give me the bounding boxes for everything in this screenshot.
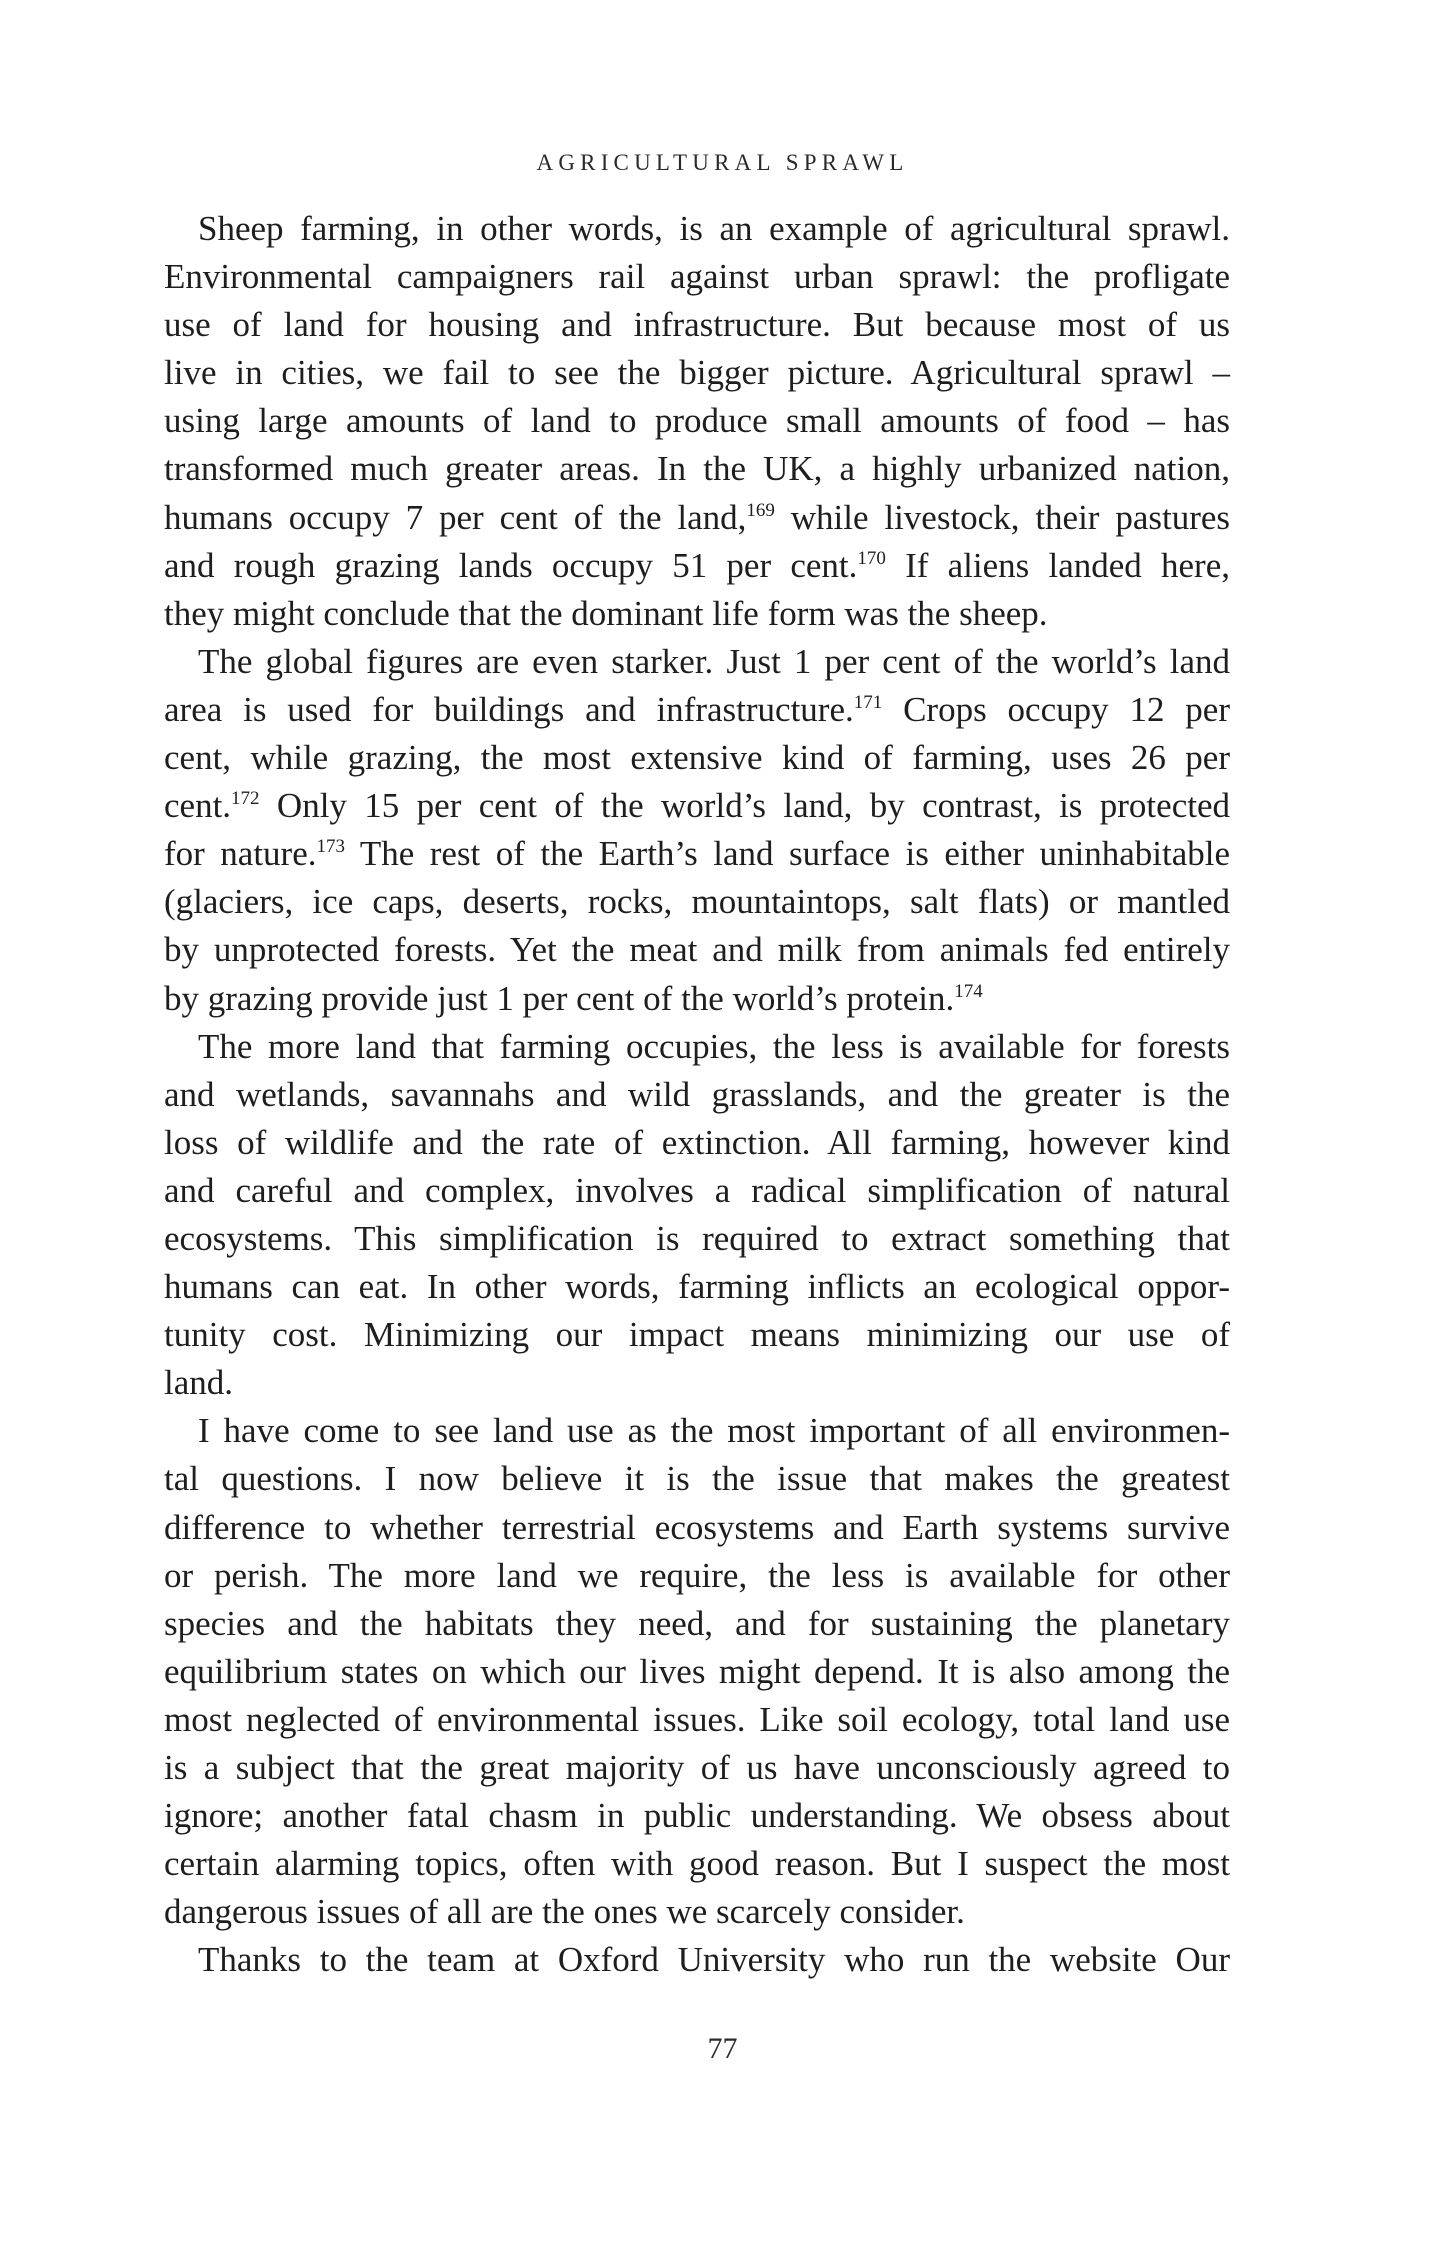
text-line bbox=[164, 1600, 1230, 1648]
text-line bbox=[164, 349, 1230, 397]
text-run: tal questions. I now believe it is the issue that makes the greatest bbox=[164, 1459, 1230, 1499]
paragraph bbox=[164, 1407, 1230, 1936]
text-run: transformed much greater areas. In the UK, a highly urbanized nation, bbox=[164, 449, 1230, 489]
text-line bbox=[164, 1792, 1230, 1840]
text-line bbox=[164, 1023, 1230, 1071]
text-run: by grazing provide just 1 per cent of the world’s protein. bbox=[164, 978, 955, 1018]
text-run: ignore; another fatal chasm in public understanding. We obsess about bbox=[164, 1796, 1230, 1836]
text-run: humans occupy 7 per cent of the land, bbox=[164, 497, 747, 537]
text-line bbox=[164, 926, 1230, 974]
text-line bbox=[164, 1744, 1230, 1792]
text-run: (glaciers, ice caps, deserts, rocks, mountaintops, salt flats) or mantled bbox=[164, 882, 1230, 922]
text-run: they might conclude that the dominant life form was the sheep. bbox=[164, 593, 1048, 633]
text-line bbox=[164, 445, 1230, 493]
text-line bbox=[164, 638, 1230, 686]
text-run: is a subject that the great majority of us have unconsciously agreed to bbox=[164, 1748, 1230, 1787]
text-run: difference to whether terrestrial ecosystems and Earth systems survive bbox=[164, 1507, 1230, 1547]
text-run: or perish. The more land we require, the less is available for other bbox=[164, 1555, 1230, 1595]
text-line bbox=[164, 975, 1230, 1023]
text-line bbox=[164, 1888, 1230, 1936]
text-line bbox=[164, 1504, 1230, 1552]
text-run: Crops occupy 12 per bbox=[882, 689, 1230, 729]
text-run: If aliens landed here, bbox=[885, 545, 1230, 585]
text-run: humans can eat. In other words, farming inflicts an ecological oppor- bbox=[164, 1267, 1230, 1307]
text-run: certain alarming topics, often with good reason. But I suspect the most bbox=[164, 1844, 1230, 1884]
text-line bbox=[164, 1071, 1230, 1119]
text-run: The rest of the Earth’s land surface is either uninhabitable bbox=[345, 834, 1230, 874]
running-head: AGRICULTURAL SPRAWL bbox=[536, 150, 909, 175]
text-line bbox=[164, 301, 1230, 349]
text-run: while livestock, their pastures bbox=[774, 497, 1231, 537]
footnote-marker[interactable]: 172 bbox=[231, 788, 260, 810]
text-run: Environmental campaigners rail against urban sprawl: the profligate bbox=[164, 257, 1230, 297]
text-run: most neglected of environmental issues. Like soil ecology, total land use bbox=[164, 1699, 1230, 1739]
page-number: 77 bbox=[707, 2032, 738, 2065]
text-run: Only 15 per cent of the world’s land, by contrast, is protected bbox=[259, 786, 1230, 826]
text-line bbox=[164, 1552, 1230, 1600]
text-run: cent, while grazing, the most extensive kind of farming, uses 26 per bbox=[164, 738, 1230, 778]
text-line bbox=[164, 1648, 1230, 1696]
footnote-marker[interactable]: 170 bbox=[857, 547, 886, 569]
text-run: and rough grazing lands occupy 51 per cent. bbox=[164, 545, 858, 585]
text-run: The more land that farming occupies, the less is available for forests bbox=[198, 1026, 1230, 1066]
text-line bbox=[164, 205, 1230, 253]
text-run: tunity cost. Minimizing our impact means minimizing our use of bbox=[164, 1315, 1230, 1355]
text-line bbox=[164, 1359, 1230, 1407]
text-line bbox=[164, 1696, 1230, 1744]
text-run: use of land for housing and infrastructure. But because most of us bbox=[164, 305, 1230, 345]
text-run: equilibrium states on which our lives might depend. It is also among the bbox=[164, 1651, 1230, 1691]
text-line bbox=[164, 1119, 1230, 1167]
text-line bbox=[164, 542, 1230, 590]
text-line bbox=[164, 830, 1230, 878]
text-run: species and the habitats they need, and for sustaining the planetary bbox=[164, 1603, 1230, 1643]
body-text bbox=[164, 205, 1230, 1984]
text-run: The global figures are even starker. Just 1 per cent of the world’s land bbox=[198, 641, 1230, 681]
text-run: cent. bbox=[164, 786, 232, 826]
footnote-marker[interactable]: 173 bbox=[316, 836, 345, 858]
paragraph bbox=[164, 1936, 1230, 1984]
text-line bbox=[164, 397, 1230, 445]
footnote-marker[interactable]: 174 bbox=[954, 980, 983, 1002]
text-run: and wetlands, savannahs and wild grasslands, and the greater is the bbox=[164, 1074, 1230, 1114]
text-run: loss of wildlife and the rate of extinction. All farming, however kind bbox=[164, 1122, 1230, 1162]
paragraph bbox=[164, 1023, 1230, 1408]
text-line bbox=[164, 1407, 1230, 1455]
text-run: using large amounts of land to produce small amounts of food – has bbox=[164, 401, 1230, 441]
text-line bbox=[164, 686, 1230, 734]
text-run: live in cities, we fail to see the bigger picture. Agricultural sprawl – bbox=[164, 353, 1230, 393]
text-run: I have come to see land use as the most important of all environmen- bbox=[198, 1411, 1230, 1451]
footnote-marker[interactable]: 171 bbox=[853, 691, 883, 713]
text-line bbox=[164, 782, 1230, 830]
text-run: area is used for buildings and infrastructure. bbox=[164, 689, 854, 729]
text-run: by unprotected forests. Yet the meat and milk from animals fed entirely bbox=[164, 930, 1230, 970]
text-run: for nature. bbox=[164, 834, 317, 874]
paragraph bbox=[164, 205, 1230, 638]
text-run: and careful and complex, involves a radical simplification of natural bbox=[164, 1170, 1230, 1210]
text-run: land. bbox=[164, 1363, 234, 1403]
text-line bbox=[164, 1840, 1230, 1888]
text-line bbox=[164, 590, 1230, 638]
paragraph bbox=[164, 638, 1230, 1023]
text-run: dangerous issues of all are the ones we scarcely consider. bbox=[164, 1892, 965, 1932]
text-run: Thanks to the team at Oxford University who run the website Our bbox=[198, 1940, 1230, 1980]
text-line bbox=[164, 253, 1230, 301]
text-run: ecosystems. This simplification is required to extract something that bbox=[164, 1218, 1230, 1258]
text-line bbox=[164, 1263, 1230, 1311]
text-line bbox=[164, 878, 1230, 926]
text-line bbox=[164, 1215, 1230, 1263]
text-line bbox=[164, 494, 1230, 542]
text-line bbox=[164, 734, 1230, 782]
footnote-marker[interactable]: 169 bbox=[746, 499, 775, 521]
text-line bbox=[164, 1311, 1230, 1359]
text-line bbox=[164, 1167, 1230, 1215]
text-run: Sheep farming, in other words, is an example of agricultural sprawl. bbox=[198, 209, 1230, 248]
text-line bbox=[164, 1936, 1230, 1984]
text-line bbox=[164, 1455, 1230, 1503]
